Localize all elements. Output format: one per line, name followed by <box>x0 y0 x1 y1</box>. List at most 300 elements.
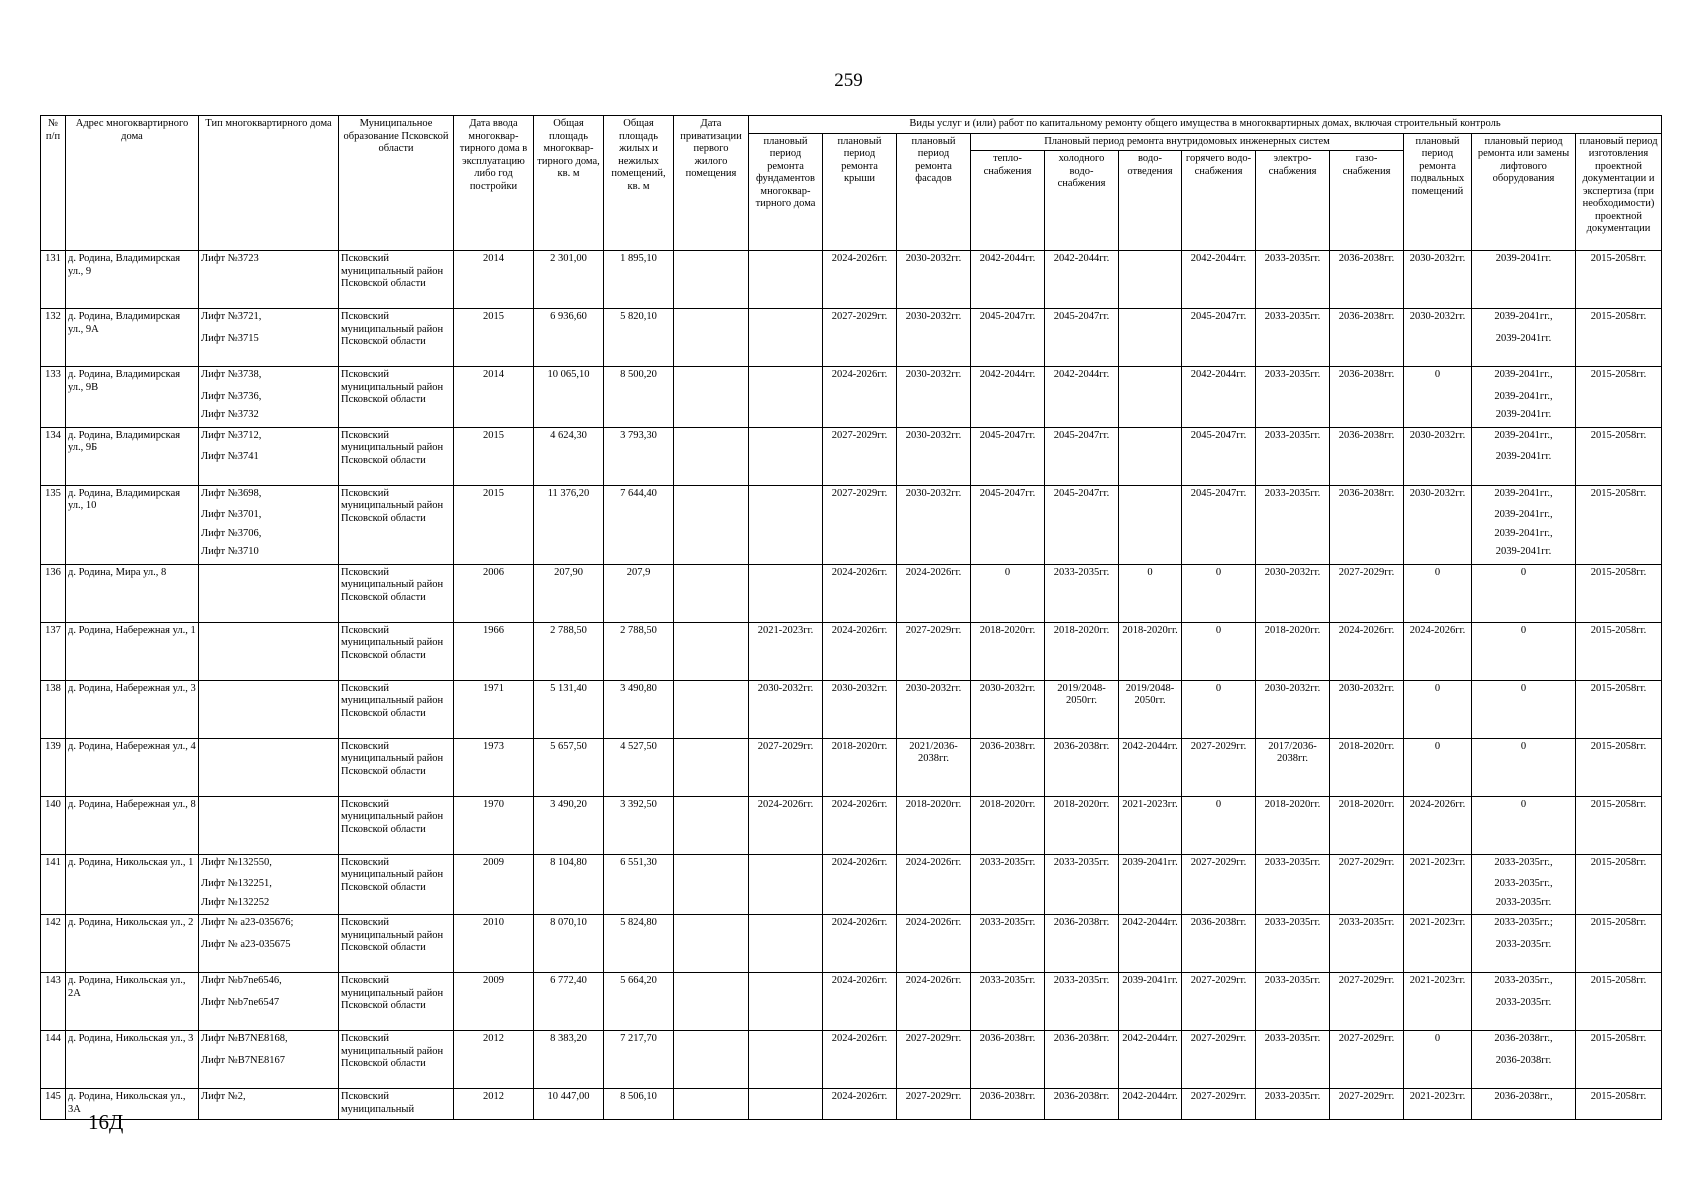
heat-cell: 2018-2020гг. <box>971 796 1045 854</box>
cold-water-cell: 2045-2047гг. <box>1045 485 1119 564</box>
elevator-line: 0 <box>1520 624 1527 636</box>
table-row <box>41 427 1662 485</box>
basement-cell: 2030-2032гг. <box>1404 485 1472 564</box>
year-cell: 2015 <box>454 485 534 564</box>
lifts-cell <box>199 915 339 973</box>
lift-line: Лифт №3738, <box>201 369 262 380</box>
table-row <box>41 251 1662 309</box>
address-cell: д. Родина, Набережная ул., 1 <box>66 622 199 680</box>
facade-cell: 2027-2029гг. <box>897 622 971 680</box>
elevator-cell <box>1472 564 1576 622</box>
cold-water-cell: 2042-2044гг. <box>1045 367 1119 428</box>
roof-cell: 2024-2026гг. <box>823 854 897 915</box>
lift-line: Лифт №132251, <box>201 878 272 889</box>
privatization-cell <box>674 854 749 915</box>
facade-cell: 2018-2020гг. <box>897 796 971 854</box>
gas-cell: 2018-2020гг. <box>1330 738 1404 796</box>
lift-line: Лифт №B7NE8168, <box>201 1033 288 1044</box>
gas-cell: 2036-2038гг. <box>1330 309 1404 367</box>
basement-cell: 2030-2032гг. <box>1404 427 1472 485</box>
table-row <box>41 564 1662 622</box>
lifts-cell <box>199 680 339 738</box>
hot-water-cell: 2027-2029гг. <box>1182 854 1256 915</box>
facade-cell: 2027-2029гг. <box>897 1089 971 1120</box>
hot-water-cell: 0 <box>1182 622 1256 680</box>
total-area-cell: 2 301,00 <box>534 251 604 309</box>
lift-line: Лифт №b7ne6546, <box>201 975 282 986</box>
lifts-cell <box>199 796 339 854</box>
municipality-cell: Псковский муниципальный район Псковской области <box>339 564 454 622</box>
year-cell: 2014 <box>454 367 534 428</box>
living-area-cell: 6 551,30 <box>604 854 674 915</box>
electric-cell: 2033-2035гг. <box>1256 485 1330 564</box>
basement-cell: 0 <box>1404 738 1472 796</box>
elevator-cell <box>1472 427 1576 485</box>
drainage-cell: 2039-2041гг. <box>1119 973 1182 1031</box>
living-area-cell: 207,9 <box>604 564 674 622</box>
elevator-cell <box>1472 973 1576 1031</box>
elevator-cell <box>1472 485 1576 564</box>
total-area-cell: 2 788,50 <box>534 622 604 680</box>
elevator-line: 2033-2035гг., <box>1494 975 1553 986</box>
lift-line: Лифт №132550, <box>201 856 272 868</box>
foundation-cell <box>749 854 823 915</box>
lifts-cell <box>199 367 339 428</box>
heat-cell: 2036-2038гг. <box>971 1089 1045 1120</box>
lifts-cell <box>199 738 339 796</box>
header-cold-water: холодного водо-снабжения <box>1045 151 1119 251</box>
basement-cell: 2021-2023гг. <box>1404 1089 1472 1120</box>
header-drainage: водо-отведения <box>1119 151 1182 251</box>
electric-cell: 2033-2035гг. <box>1256 427 1330 485</box>
cold-water-cell: 2036-2038гг. <box>1045 1089 1119 1120</box>
header-date: Дата ввода многоквар-тирного дома в эксплуатацию либо год постройки <box>454 116 534 251</box>
address-cell: д. Родина, Владимирская ул., 9А <box>66 309 199 367</box>
row-number: 145 <box>41 1089 66 1120</box>
header-electric: электро-снабжения <box>1256 151 1330 251</box>
address-cell: д. Родина, Владимирская ул., 10 <box>66 485 199 564</box>
cold-water-cell: 2018-2020гг. <box>1045 796 1119 854</box>
privatization-cell <box>674 915 749 973</box>
year-cell: 2012 <box>454 1089 534 1120</box>
year-cell: 1971 <box>454 680 534 738</box>
drainage-cell <box>1119 367 1182 428</box>
elevator-cell <box>1472 915 1576 973</box>
elevator-cell <box>1472 796 1576 854</box>
drainage-cell <box>1119 251 1182 309</box>
living-area-cell: 7 644,40 <box>604 485 674 564</box>
header-total-area: Общая площадь многоквар-тирного дома, кв. м <box>534 116 604 251</box>
heat-cell: 2045-2047гг. <box>971 485 1045 564</box>
year-cell: 1973 <box>454 738 534 796</box>
facade-cell: 2021/2036-2038гг. <box>897 738 971 796</box>
hot-water-cell: 2045-2047гг. <box>1182 427 1256 485</box>
electric-cell: 2033-2035гг. <box>1256 1089 1330 1120</box>
privatization-cell <box>674 251 749 309</box>
lift-line: Лифт №3721, <box>201 311 262 322</box>
row-number: 133 <box>41 367 66 428</box>
living-area-cell: 5 664,20 <box>604 973 674 1031</box>
address-cell: д. Родина, Набережная ул., 4 <box>66 738 199 796</box>
address-cell: д. Родина, Набережная ул., 8 <box>66 796 199 854</box>
total-area-cell: 8 070,10 <box>534 915 604 973</box>
privatization-cell <box>674 1031 749 1089</box>
facade-cell: 2030-2032гг. <box>897 680 971 738</box>
elevator-line: 2039-2041гг., <box>1494 311 1553 322</box>
heat-cell: 2036-2038гг. <box>971 1031 1045 1089</box>
lifts-cell <box>199 309 339 367</box>
drainage-cell <box>1119 427 1182 485</box>
facade-cell: 2030-2032гг. <box>897 367 971 428</box>
elevator-line: 2039-2041гг., <box>1494 390 1553 402</box>
roof-cell: 2027-2029гг. <box>823 427 897 485</box>
row-number: 136 <box>41 564 66 622</box>
foundation-cell: 2021-2023гг. <box>749 622 823 680</box>
foundation-cell <box>749 427 823 485</box>
privatization-cell <box>674 367 749 428</box>
total-area-cell: 5 131,40 <box>534 680 604 738</box>
gas-cell: 2024-2026гг. <box>1330 622 1404 680</box>
drainage-cell <box>1119 309 1182 367</box>
heat-cell: 2018-2020гг. <box>971 622 1045 680</box>
table-row <box>41 973 1662 1031</box>
privatization-cell <box>674 738 749 796</box>
row-number: 143 <box>41 973 66 1031</box>
row-number: 137 <box>41 622 66 680</box>
roof-cell: 2024-2026гг. <box>823 622 897 680</box>
elevator-line: 2036-2038гг., <box>1494 1033 1553 1044</box>
header-basement: плановый период ремонта подвальных помещений <box>1404 133 1472 251</box>
elevator-line: 2036-2038гг., <box>1494 1091 1553 1102</box>
cold-water-cell: 2045-2047гг. <box>1045 427 1119 485</box>
living-area-cell: 4 527,50 <box>604 738 674 796</box>
electric-cell: 2033-2035гг. <box>1256 854 1330 915</box>
basement-cell: 2024-2026гг. <box>1404 622 1472 680</box>
elevator-line: 0 <box>1520 740 1527 752</box>
total-area-cell: 8 383,20 <box>534 1031 604 1089</box>
roof-cell: 2024-2026гг. <box>823 367 897 428</box>
living-area-cell: 3 392,50 <box>604 796 674 854</box>
table-row <box>41 915 1662 973</box>
roof-cell: 2024-2026гг. <box>823 1031 897 1089</box>
foundation-cell <box>749 367 823 428</box>
total-area-cell: 4 624,30 <box>534 427 604 485</box>
foundation-cell <box>749 915 823 973</box>
foundation-cell: 2024-2026гг. <box>749 796 823 854</box>
foundation-cell: 2027-2029гг. <box>749 738 823 796</box>
header-project-docs: плановый период изготовления проектной документации и экспертиза (при необходимости) проектной документации <box>1576 133 1662 251</box>
footer-code: 16Д <box>88 1110 124 1134</box>
project-docs-cell: 2015-2058гг. <box>1576 564 1662 622</box>
year-cell: 1970 <box>454 796 534 854</box>
municipality-cell: Псковский муниципальный район Псковской области <box>339 915 454 973</box>
total-area-cell: 6 772,40 <box>534 973 604 1031</box>
gas-cell: 2036-2038гг. <box>1330 367 1404 428</box>
privatization-cell <box>674 796 749 854</box>
total-area-cell: 5 657,50 <box>534 738 604 796</box>
gas-cell: 2027-2029гг. <box>1330 854 1404 915</box>
project-docs-cell: 2015-2058гг. <box>1576 485 1662 564</box>
elevator-line: 2039-2041гг. <box>1495 546 1552 557</box>
electric-cell: 2033-2035гг. <box>1256 973 1330 1031</box>
electric-cell: 2030-2032гг. <box>1256 564 1330 622</box>
drainage-cell: 2042-2044гг. <box>1119 738 1182 796</box>
municipality-cell: Псковский муниципальный <box>339 1089 454 1120</box>
project-docs-cell: 2015-2058гг. <box>1576 622 1662 680</box>
roof-cell: 2027-2029гг. <box>823 485 897 564</box>
living-area-cell: 8 506,10 <box>604 1089 674 1120</box>
header-num: № п/п <box>41 116 66 251</box>
hot-water-cell: 2027-2029гг. <box>1182 738 1256 796</box>
foundation-cell <box>749 973 823 1031</box>
electric-cell: 2018-2020гг. <box>1256 796 1330 854</box>
cold-water-cell: 2033-2035гг. <box>1045 854 1119 915</box>
roof-cell: 2030-2032гг. <box>823 680 897 738</box>
municipality-cell: Псковский муниципальный район Псковской области <box>339 367 454 428</box>
project-docs-cell: 2015-2058гг. <box>1576 973 1662 1031</box>
privatization-cell <box>674 622 749 680</box>
electric-cell: 2018-2020гг. <box>1256 622 1330 680</box>
electric-cell: 2033-2035гг. <box>1256 915 1330 973</box>
hot-water-cell: 0 <box>1182 796 1256 854</box>
lifts-cell <box>199 622 339 680</box>
row-number: 134 <box>41 427 66 485</box>
heat-cell: 2033-2035гг. <box>971 973 1045 1031</box>
facade-cell: 2027-2029гг. <box>897 1031 971 1089</box>
hot-water-cell: 2027-2029гг. <box>1182 1089 1256 1120</box>
total-area-cell: 10 447,00 <box>534 1089 604 1120</box>
drainage-cell: 2019/2048-2050гг. <box>1119 680 1182 738</box>
privatization-cell <box>674 564 749 622</box>
elevator-cell <box>1472 738 1576 796</box>
elevator-line: 2036-2038гг. <box>1495 1054 1552 1066</box>
address-cell: д. Родина, Владимирская ул., 9В <box>66 367 199 428</box>
hot-water-cell: 2027-2029гг. <box>1182 973 1256 1031</box>
facade-cell: 2030-2032гг. <box>897 309 971 367</box>
project-docs-cell: 2015-2058гг. <box>1576 915 1662 973</box>
drainage-cell: 2021-2023гг. <box>1119 796 1182 854</box>
hot-water-cell: 2045-2047гг. <box>1182 309 1256 367</box>
lifts-cell <box>199 251 339 309</box>
table-row <box>41 367 1662 428</box>
municipality-cell: Псковский муниципальный район Псковской области <box>339 251 454 309</box>
hot-water-cell: 0 <box>1182 564 1256 622</box>
cold-water-cell: 2019/2048-2050гг. <box>1045 680 1119 738</box>
roof-cell: 2024-2026гг. <box>823 796 897 854</box>
basement-cell: 2021-2023гг. <box>1404 854 1472 915</box>
row-number: 140 <box>41 796 66 854</box>
year-cell: 2006 <box>454 564 534 622</box>
header-address: Адрес многоквартирного дома <box>66 116 199 251</box>
facade-cell: 2030-2032гг. <box>897 427 971 485</box>
heat-cell: 2033-2035гг. <box>971 915 1045 973</box>
total-area-cell: 11 376,20 <box>534 485 604 564</box>
drainage-cell: 2039-2041гг. <box>1119 854 1182 915</box>
table-row <box>41 1031 1662 1089</box>
lift-line: Лифт №3710 <box>201 546 259 557</box>
hot-water-cell: 2042-2044гг. <box>1182 251 1256 309</box>
municipality-cell: Псковский муниципальный район Псковской области <box>339 1031 454 1089</box>
address-cell: д. Родина, Владимирская ул., 9Б <box>66 427 199 485</box>
roof-cell: 2027-2029гг. <box>823 309 897 367</box>
gas-cell: 2030-2032гг. <box>1330 680 1404 738</box>
lift-line: Лифт №132252 <box>201 896 270 908</box>
address-cell: д. Родина, Никольская ул., 3 <box>66 1031 199 1089</box>
year-cell: 2012 <box>454 1031 534 1089</box>
living-area-cell: 3 490,80 <box>604 680 674 738</box>
municipality-cell: Псковский муниципальный район Псковской области <box>339 622 454 680</box>
header-privatization: Дата приватизации первого жилого помещения <box>674 116 749 251</box>
elevator-line: 0 <box>1520 682 1527 694</box>
elevator-cell <box>1472 309 1576 367</box>
roof-cell: 2024-2026гг. <box>823 251 897 309</box>
lift-line: Лифт №b7ne6547 <box>201 996 280 1008</box>
header-type: Тип многоквартирного дома <box>199 116 339 251</box>
year-cell: 2015 <box>454 309 534 367</box>
table-row <box>41 622 1662 680</box>
electric-cell: 2033-2035гг. <box>1256 309 1330 367</box>
total-area-cell: 10 065,10 <box>534 367 604 428</box>
foundation-cell <box>749 251 823 309</box>
cold-water-cell: 2042-2044гг. <box>1045 251 1119 309</box>
address-cell: д. Родина, Владимирская ул., 9 <box>66 251 199 309</box>
project-docs-cell: 2015-2058гг. <box>1576 1031 1662 1089</box>
basement-cell: 0 <box>1404 1031 1472 1089</box>
electric-cell: 2017/2036-2038гг. <box>1256 738 1330 796</box>
row-number: 142 <box>41 915 66 973</box>
lift-line: Лифт №3732 <box>201 409 259 420</box>
elevator-cell <box>1472 1089 1576 1120</box>
header-hot-water: горячего водо-снабжения <box>1182 151 1256 251</box>
gas-cell: 2036-2038гг. <box>1330 427 1404 485</box>
heat-cell: 2030-2032гг. <box>971 680 1045 738</box>
gas-cell: 2033-2035гг. <box>1330 915 1404 973</box>
electric-cell: 2030-2032гг. <box>1256 680 1330 738</box>
year-cell: 2009 <box>454 973 534 1031</box>
facade-cell: 2024-2026гг. <box>897 973 971 1031</box>
table-body <box>41 251 1662 1120</box>
municipality-cell: Псковский муниципальный район Псковской области <box>339 738 454 796</box>
gas-cell: 2036-2038гг. <box>1330 485 1404 564</box>
living-area-cell: 7 217,70 <box>604 1031 674 1089</box>
lifts-cell <box>199 427 339 485</box>
gas-cell: 2027-2029гг. <box>1330 973 1404 1031</box>
total-area-cell: 3 490,20 <box>534 796 604 854</box>
elevator-line: 2039-2041гг. <box>1495 409 1552 420</box>
drainage-cell: 2042-2044гг. <box>1119 1031 1182 1089</box>
table-row <box>41 485 1662 564</box>
lift-line: Лифт №3701, <box>201 509 262 520</box>
header-facade: плановый период ремонта фасадов <box>897 133 971 251</box>
elevator-line: 2033-2035гг., <box>1494 856 1553 868</box>
year-cell: 2015 <box>454 427 534 485</box>
privatization-cell <box>674 427 749 485</box>
roof-cell: 2024-2026гг. <box>823 564 897 622</box>
table-row <box>41 309 1662 367</box>
lift-line: Лифт №2, <box>201 1091 246 1102</box>
cold-water-cell: 2033-2035гг. <box>1045 973 1119 1031</box>
basement-cell: 0 <box>1404 680 1472 738</box>
heat-cell: 2045-2047гг. <box>971 427 1045 485</box>
lift-line: Лифт №3723 <box>201 253 259 264</box>
heat-cell: 2036-2038гг. <box>971 738 1045 796</box>
total-area-cell: 8 104,80 <box>534 854 604 915</box>
header-gas: газо-снабжения <box>1330 151 1404 251</box>
gas-cell: 2027-2029гг. <box>1330 1089 1404 1120</box>
elevator-line: 2039-2041гг., <box>1494 509 1553 520</box>
header-elevator: плановый период ремонта или замены лифтового оборудования <box>1472 133 1576 251</box>
lift-line: Лифт №3712, <box>201 429 262 441</box>
gas-cell: 2036-2038гг. <box>1330 251 1404 309</box>
row-number: 139 <box>41 738 66 796</box>
drainage-cell: 2042-2044гг. <box>1119 1089 1182 1120</box>
table-row <box>41 854 1662 915</box>
living-area-cell: 8 500,20 <box>604 367 674 428</box>
elevator-cell <box>1472 622 1576 680</box>
hot-water-cell: 2027-2029гг. <box>1182 1031 1256 1089</box>
address-cell: д. Родина, Никольская ул., 1 <box>66 854 199 915</box>
foundation-cell: 2030-2032гг. <box>749 680 823 738</box>
cold-water-cell: 2036-2038гг. <box>1045 915 1119 973</box>
privatization-cell <box>674 680 749 738</box>
living-area-cell: 5 820,10 <box>604 309 674 367</box>
address-cell: д. Родина, Никольская ул., 3А <box>66 1089 199 1120</box>
gas-cell: 2027-2029гг. <box>1330 564 1404 622</box>
electric-cell: 2033-2035гг. <box>1256 367 1330 428</box>
living-area-cell: 5 824,80 <box>604 915 674 973</box>
municipality-cell: Псковский муниципальный район Псковской области <box>339 485 454 564</box>
basement-cell: 2024-2026гг. <box>1404 796 1472 854</box>
table-row <box>41 1089 1662 1120</box>
basement-cell: 2021-2023гг. <box>1404 915 1472 973</box>
lift-line: Лифт №3736, <box>201 390 262 402</box>
drainage-cell <box>1119 485 1182 564</box>
elevator-line: 2033-2035гг., <box>1494 878 1553 889</box>
row-number: 135 <box>41 485 66 564</box>
lift-line: Лифт №3715 <box>201 332 259 344</box>
municipality-cell: Псковский муниципальный район Псковской области <box>339 680 454 738</box>
elevator-line: 0 <box>1520 566 1527 578</box>
page-number: 259 <box>834 70 863 91</box>
elevator-cell <box>1472 367 1576 428</box>
header-foundation: плановый период ремонта фундаментов многоквар-тирного дома <box>749 133 823 251</box>
lifts-cell <box>199 1031 339 1089</box>
cold-water-cell: 2036-2038гг. <box>1045 1031 1119 1089</box>
roof-cell: 2024-2026гг. <box>823 1089 897 1120</box>
header-roof: плановый период ремонта крыши <box>823 133 897 251</box>
elevator-cell <box>1472 251 1576 309</box>
lifts-cell <box>199 854 339 915</box>
elevator-line: 2039-2041гг., <box>1494 527 1553 539</box>
project-docs-cell: 2015-2058гг. <box>1576 854 1662 915</box>
row-number: 132 <box>41 309 66 367</box>
privatization-cell <box>674 309 749 367</box>
drainage-cell: 0 <box>1119 564 1182 622</box>
privatization-cell <box>674 485 749 564</box>
facade-cell: 2030-2032гг. <box>897 485 971 564</box>
basement-cell: 2030-2032гг. <box>1404 309 1472 367</box>
basement-cell: 2021-2023гг. <box>1404 973 1472 1031</box>
row-number: 144 <box>41 1031 66 1089</box>
row-number: 131 <box>41 251 66 309</box>
address-cell: д. Родина, Никольская ул., 2 <box>66 915 199 973</box>
elevator-line: 2033-2035гг. <box>1495 938 1552 950</box>
elevator-line: 0 <box>1520 798 1527 810</box>
foundation-cell <box>749 1089 823 1120</box>
drainage-cell: 2042-2044гг. <box>1119 915 1182 973</box>
basement-cell: 0 <box>1404 367 1472 428</box>
roof-cell: 2018-2020гг. <box>823 738 897 796</box>
